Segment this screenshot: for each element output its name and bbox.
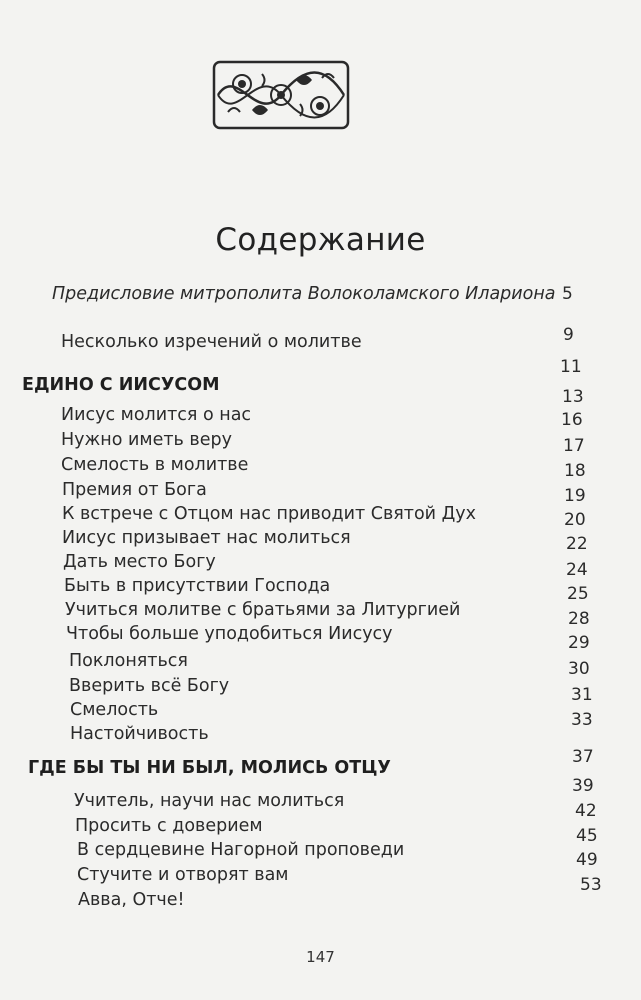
toc-entry: Иисус молится о нас (61, 405, 252, 425)
page-number: 24 (566, 560, 588, 580)
toc-entry: Чтобы больше уподобиться Иисусу (66, 624, 393, 644)
page-number: 45 (576, 826, 598, 846)
toc-entry: Вверить всё Богу (69, 676, 230, 696)
toc-entry: Несколько изречений о молитве (61, 332, 362, 352)
toc-entry: Премия от Бога (62, 480, 207, 500)
toc-entry: Поклоняться (69, 651, 188, 671)
toc-entry: Авва, Отче! (78, 890, 185, 910)
floral-ornament (212, 60, 350, 130)
toc-entry: К встрече с Отцом нас приводит Святой Дух (62, 504, 477, 524)
page-number: 39 (572, 776, 594, 796)
page-number: 13 (562, 387, 584, 407)
page-number: 29 (568, 633, 590, 653)
toc-entry: Предисловие митрополита Волоколамского Илариона (52, 284, 556, 304)
page-number: 9 (563, 325, 574, 345)
page-folio: 147 (306, 948, 335, 966)
page-number: 53 (580, 875, 602, 895)
toc-entry: Смелость (70, 700, 159, 720)
page-number: 19 (564, 486, 586, 506)
page-number: 37 (572, 747, 594, 767)
toc-entry: В сердцевине Нагорной проповеди (77, 840, 405, 860)
toc-entry: Смелость в молитве (61, 455, 249, 475)
toc-entry: Быть в присутствии Господа (64, 576, 331, 596)
toc-entry: Учитель, научи нас молиться (74, 791, 345, 811)
page-number: 42 (575, 801, 597, 821)
page-number: 18 (564, 461, 586, 481)
toc-entry: Учиться молитве с братьями за Литургией (65, 600, 461, 620)
section-heading: ЕДИНО С ИИСУСОМ (22, 375, 220, 395)
toc-entry: Дать место Богу (63, 552, 216, 572)
toc-entry: Стучите и отворят вам (77, 865, 289, 885)
toc-entry: Иисус призывает нас молиться (62, 528, 351, 548)
page-number: 17 (563, 436, 585, 456)
toc-entry: Просить с доверием (75, 816, 263, 836)
section-heading: ГДЕ БЫ ТЫ НИ БЫЛ, МОЛИСЬ ОТЦУ (28, 758, 391, 778)
page-number: 28 (568, 609, 590, 629)
page-number: 16 (561, 410, 583, 430)
page-number: 22 (566, 534, 588, 554)
page-number: 11 (560, 357, 582, 377)
page-title: Содержание (215, 222, 426, 258)
page-number: 33 (571, 710, 593, 730)
page-number: 5 (562, 284, 573, 304)
page-number: 31 (571, 685, 593, 705)
toc-entry: Настойчивость (70, 724, 209, 744)
page-number: 25 (567, 584, 589, 604)
page-number: 49 (576, 850, 598, 870)
page-number: 30 (568, 659, 590, 679)
page-number: 20 (564, 510, 586, 530)
toc-entry: Нужно иметь веру (61, 430, 232, 450)
